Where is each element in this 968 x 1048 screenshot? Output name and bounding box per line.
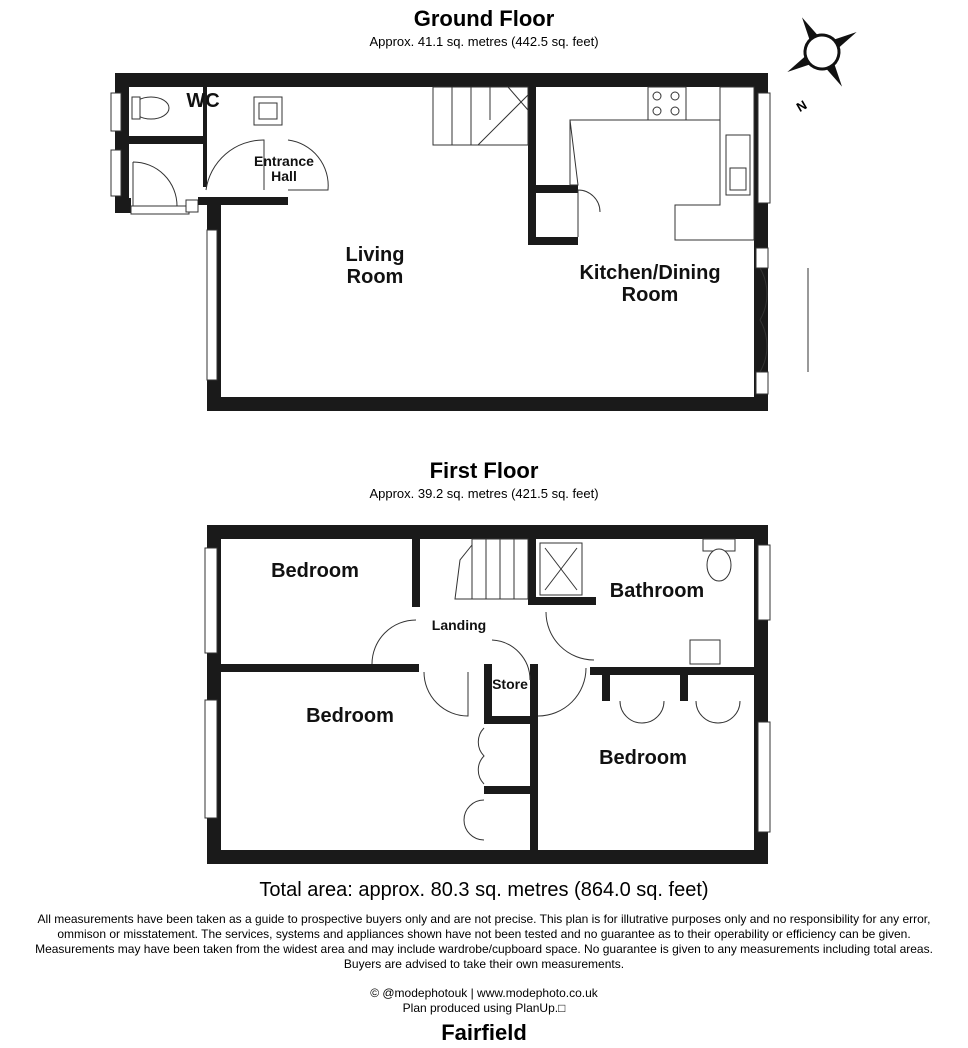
ff-cupboard-divider <box>484 786 536 794</box>
gf-kitchen-partition <box>528 87 536 245</box>
property-name: Fairfield <box>441 1020 527 1045</box>
gf-kitchen-window <box>758 93 770 203</box>
ff-bathroom-bedroom-wall <box>590 667 768 675</box>
gf-top-wall <box>115 73 768 87</box>
ff-bathroom-bottom-wall <box>528 597 596 605</box>
gf-living-window <box>207 230 217 380</box>
gf-cupboard-bottom-wall <box>528 237 578 245</box>
gf-wc-window <box>111 93 121 131</box>
entrance-hall-label-line2: Hall <box>271 168 297 184</box>
total-area: Total area: approx. 80.3 sq. metres (864.0 sq. feet) <box>259 879 709 901</box>
gf-patio-frame-bottom <box>756 372 768 394</box>
gf-hall-window <box>111 150 121 196</box>
wc-label: WC <box>186 90 220 112</box>
ff-bathroom-left-wall <box>528 539 536 601</box>
disclaimer <box>0 912 968 972</box>
gf-bottom-wall <box>207 397 768 411</box>
ff-top-wall <box>207 525 768 539</box>
gf-door-post <box>186 200 198 212</box>
ff-toilet-icon <box>707 549 731 581</box>
credit-line: Plan produced using PlanUp.□ <box>402 1001 566 1015</box>
ff-bathroom-window <box>758 545 770 620</box>
kitchen-dining-label-line1: Kitchen/Dining <box>579 262 721 284</box>
landing-label: Landing <box>431 617 487 633</box>
ff-store-bottom-wall <box>484 716 536 724</box>
living-room-label-line2: Room <box>346 266 404 288</box>
gf-hall-bottom-wall <box>198 197 288 205</box>
gf-wc-basin-icon <box>254 97 282 125</box>
ff-wardrobe-left <box>602 667 610 701</box>
ff-bathroom-basin-icon <box>690 640 720 664</box>
ground-floor-plan <box>111 73 808 411</box>
ff-bathroom-door-swing <box>546 612 594 660</box>
gf-wc-hall-wall <box>115 136 207 144</box>
kitchen-dining-label-line2: Room <box>621 284 679 306</box>
gf-door-jamb <box>115 198 131 213</box>
ff-store-left-wall <box>484 664 492 724</box>
first-floor-area: Approx. 39.2 sq. metres (421.5 sq. feet) <box>369 486 599 501</box>
ff-store-right-wall <box>530 664 538 864</box>
compass <box>767 0 876 107</box>
bathroom-label: Bathroom <box>609 580 705 602</box>
gf-toilet-cistern <box>132 97 140 119</box>
store-label: Store <box>492 676 528 692</box>
gf-staircase <box>433 87 528 145</box>
bedroom-bottom-left-label: Bedroom <box>306 705 394 727</box>
gf-cupboard-door-swing <box>578 190 600 237</box>
ff-bedroom-divider <box>221 664 419 672</box>
first-floor-title: First Floor <box>429 458 539 483</box>
ff-bedroom3-window <box>758 722 770 832</box>
compass-ring <box>799 29 845 75</box>
ff-wardrobe-doors <box>620 701 740 723</box>
ff-cupboard-doors <box>464 728 484 840</box>
disclaimer-line: Buyers are advised to take their own measurements. <box>343 957 625 971</box>
gf-cupboard-top-wall <box>528 185 578 193</box>
disclaimer-line: ommison or misstatement. The services, systems and appliances shown have not been tested and no guarantee as to their operability or efficiency can be given. <box>57 927 911 941</box>
ff-wardrobe-divider <box>680 667 688 701</box>
gf-patio-frame-top <box>756 248 768 268</box>
disclaimer-line: All measurements have been taken as a guide to prospective buyers only and are not precise. This plan is for illutrative purposes only and no responsibility for any error, <box>37 912 931 926</box>
bedroom-top-left-label: Bedroom <box>271 560 359 582</box>
living-room-label-line1: Living <box>345 244 405 266</box>
ff-bedroom2-window <box>205 700 217 818</box>
ground-floor-area: Approx. 41.1 sq. metres (442.5 sq. feet) <box>369 34 599 49</box>
ground-floor-title: Ground Floor <box>413 6 555 31</box>
entrance-hall-label-line1: Entrance <box>254 153 314 169</box>
gf-front-door-swing <box>133 162 177 206</box>
ff-bottom-wall <box>207 850 768 864</box>
gf-front-door-threshold <box>131 206 189 214</box>
ff-bedroom2-door-swing <box>424 672 468 716</box>
ff-bedroom1-right-wall <box>412 539 420 607</box>
compass-north-label: N <box>793 97 810 115</box>
ff-bedroom1-door-swing <box>372 620 416 664</box>
ff-bedroom1-window <box>205 548 217 653</box>
credit-line: © @modephotouk | www.modephoto.co.uk <box>370 986 598 1000</box>
bedroom-right-label: Bedroom <box>599 747 687 769</box>
disclaimer-line: Measurements may have been taken from the widest area and may include wardrobe/cupboard space. No guarantee is given to any measurements including total areas. <box>35 942 933 956</box>
gf-hob-icon <box>648 87 686 120</box>
